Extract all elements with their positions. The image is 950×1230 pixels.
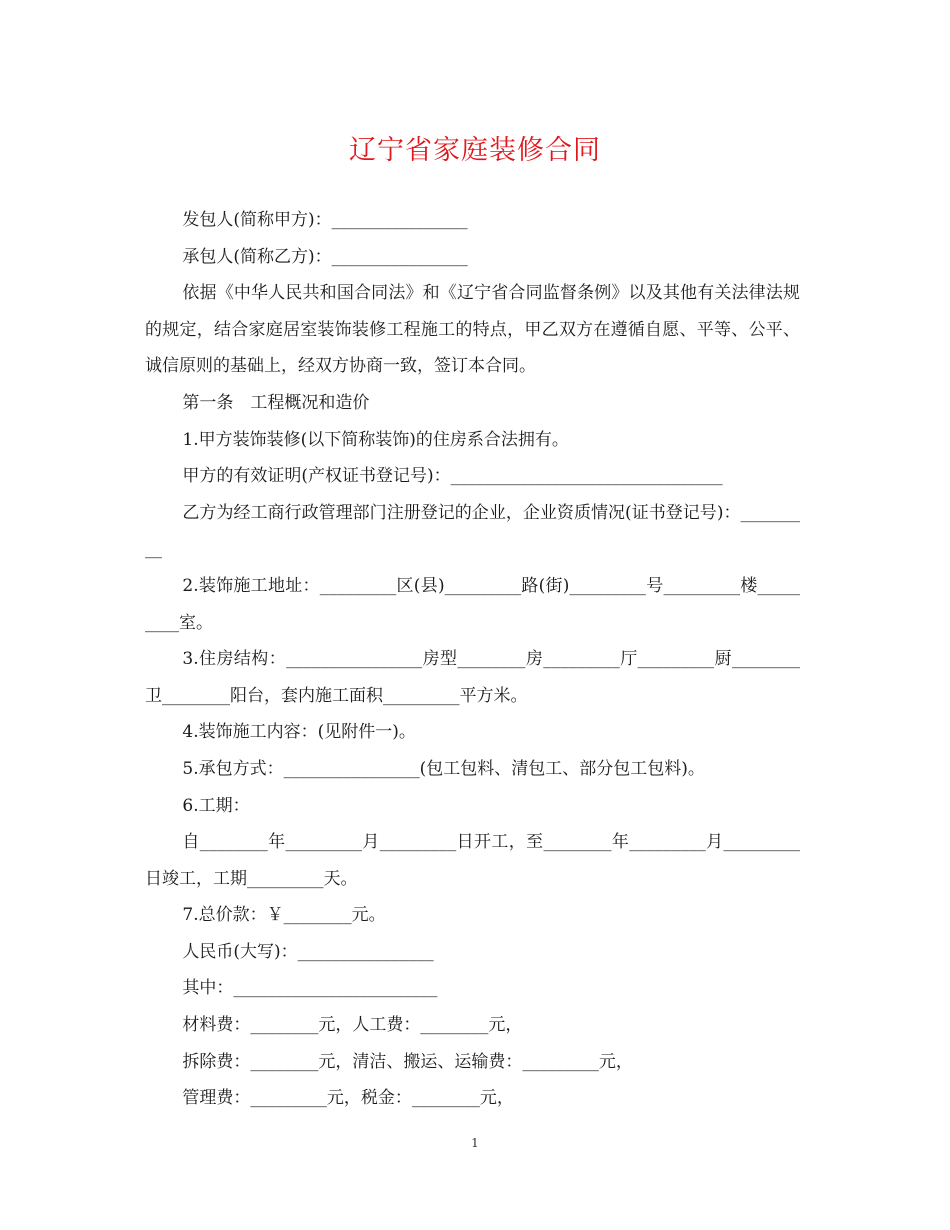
clause-3-structure: 3.住房结构：________________房型________房_________厅_________厨________卫________阳台，套内施工面积_________平方米。 (145, 649, 800, 706)
contractor-qualification-line: 乙方为经工商行政管理部门注册登记的企业，企业资质情况(证书登记号)：_________ (145, 502, 800, 560)
rmb-uppercase-line: 人民币(大写)：________________ (182, 941, 434, 962)
management-tax-fee-line: 管理费：_________元，税金：________元， (182, 1088, 514, 1109)
clause-1: 1.甲方装饰装修(以下简称装饰)的住房系合法拥有。 (182, 429, 569, 450)
material-labor-fee-line: 材料费：________元，人工费：________元， (182, 1015, 523, 1036)
clause-2-address: 2.装饰施工地址：_________区(县)_________路(街)_________号_________楼_________室。 (145, 575, 800, 633)
party-a-line: 发包人(简称甲方)：________________ (182, 210, 468, 230)
document-title: 辽宁省家庭装修合同 (349, 135, 601, 166)
clause-7-total-price: 7.总价款：￥________元。 (182, 905, 386, 926)
clause-4-content: 4.装饰施工内容：(见附件一)。 (182, 722, 416, 743)
breakdown-line: 其中：________________________ (182, 978, 438, 999)
preamble-paragraph: 依据《中华人民共和国合同法》和《辽宁省合同监督条例》以及其他有关法律法规的规定，结合家庭居室装饰装修工程施工的特点，甲乙双方在遵循自愿、平等、公平、诚信原则的基础上，经双方协商一致，签订本合同。 (145, 283, 800, 377)
document-body (145, 202, 800, 1117)
page-number: 1 (471, 1136, 479, 1150)
period-dates-line: 自________年_________月_________日开工，至________年_________月_________日竣工，工期_________天。 (145, 832, 800, 889)
demolition-cleaning-fee-line: 拆除费：________元，清洁、搬运、运输费：_________元， (182, 1051, 633, 1072)
clause-6-period: 6.工期： (182, 795, 250, 816)
certificate-line: 甲方的有效证明(产权证书登记号)：________________________________ (182, 466, 723, 487)
clause-5-contract-mode: 5.承包方式：________________(包工包料、清包工、部分包工包料)。 (182, 758, 705, 779)
article-heading: 第一条 工程概况和造价 (182, 392, 370, 413)
party-b-line: 承包人(简称乙方)：________________ (182, 246, 468, 267)
